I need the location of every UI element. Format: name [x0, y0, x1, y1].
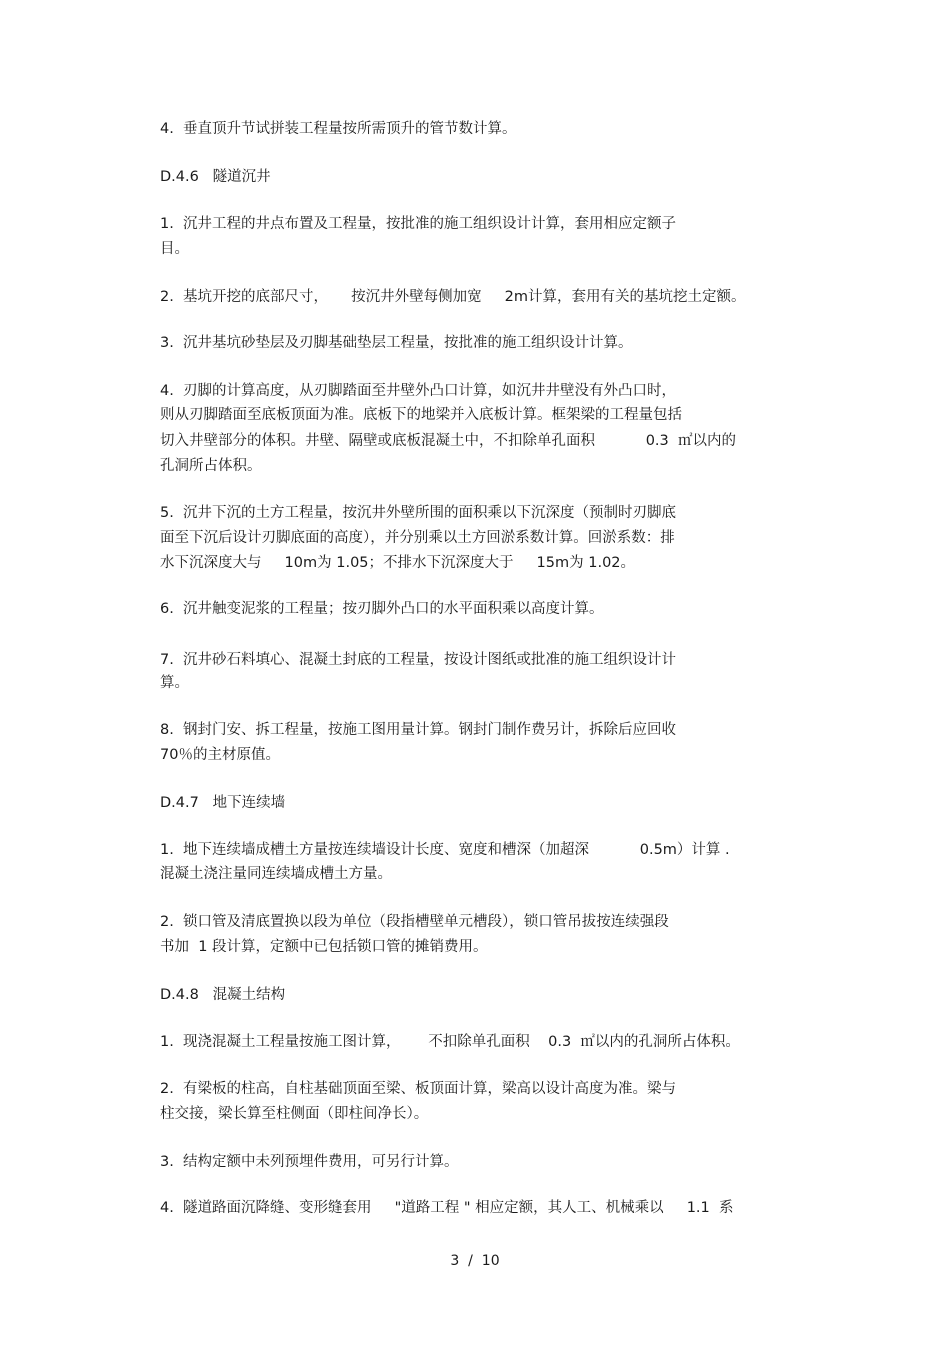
text-line: 2. 锁口管及清底置换以段为单位（段指槽壁单元槽段），锁口管吊拔按连续强段 — [160, 914, 669, 930]
text-line: 4. 刃脚的计算高度，从刃脚踏面至井壁外凸口计算，如沉井井壁没有外凸口时， — [160, 383, 677, 399]
text-line: 4. 隧道路面沉降缝、变形缝套用 "道路工程 " 相应定额，其人工、机械乘以 1.1 系 — [160, 1200, 734, 1216]
text-line: 孔洞所占体积。 — [160, 458, 262, 474]
section-heading: D.4.6 隧道沉井 — [160, 169, 271, 185]
text-line: 4. 垂直顶升节试拼装工程量按所需顶升的管节数计算。 — [160, 121, 517, 137]
text-line: 算。 — [160, 675, 189, 691]
text-line: 2. 基坑开挖的底部尺寸， 按沉井外壁每侧加宽 2m计算，套用有关的基坑挖土定额。 — [160, 289, 746, 305]
section-heading: D.4.8 混凝土结构 — [160, 987, 286, 1003]
text-line: 水下沉深度大与 10m为 1.05；不排水下沉深度大于 15m为 1.02。 — [160, 555, 636, 571]
text-line: 切入井壁部分的体积。井壁、隔壁或底板混凝土中，不扣除单孔面积 0.3 ㎡以内的 — [160, 433, 736, 449]
text-line: 1. 现浇混凝土工程量按施工图计算， 不扣除单孔面积 0.3 ㎡以内的孔洞所占体积。 — [160, 1034, 740, 1050]
text-line: 2. 有梁板的柱高，自柱基础顶面至梁、板顶面计算，梁高以设计高度为准。梁与 — [160, 1081, 677, 1097]
text-line: 柱交接，梁长算至柱侧面（即柱间净长）。 — [160, 1106, 429, 1122]
text-line: 1. 沉井工程的井点布置及工程量，按批准的施工组织设计计算，套用相应定额子 — [160, 216, 677, 232]
text-line: 则从刃脚踏面至底板顶面为准。底板下的地梁并入底板计算。框架梁的工程量包括 — [160, 407, 682, 423]
page-number: 3 / 10 — [450, 1253, 500, 1269]
text-line: 5. 沉井下沉的土方工程量，按沉井外壁所围的面积乘以下沉深度（预制时刃脚底 — [160, 505, 677, 521]
text-line: 1. 地下连续墙成槽土方量按连续墙设计长度、宽度和槽深（加超深 0.5m）计算 . — [160, 842, 730, 858]
text-line: 6. 沉井触变泥浆的工程量；按刃脚外凸口的水平面积乘以高度计算。 — [160, 601, 604, 617]
section-heading: D.4.7 地下连续墙 — [160, 795, 286, 811]
text-line: 8. 钢封门安、拆工程量，按施工图用量计算。钢封门制作费另计，拆除后应回收 — [160, 722, 677, 738]
text-line: 3. 沉井基坑砂垫层及刃脚基础垫层工程量，按批准的施工组织设计计算。 — [160, 335, 633, 351]
text-line: 7. 沉井砂石料填心、混凝土封底的工程量，按设计图纸或批准的施工组织设计计 — [160, 652, 677, 668]
text-line: 目。 — [160, 241, 189, 257]
text-line: 书加 1 段计算，定额中已包括锁口管的摊销费用。 — [160, 939, 488, 955]
text-line: 混凝土浇注量同连续墙成槽土方量。 — [160, 866, 392, 882]
text-line: 面至下沉后设计刃脚底面的高度），并分别乘以土方回淤系数计算。回淤系数：排 — [160, 530, 675, 546]
text-line: 3. 结构定额中未列预埋件费用，可另行计算。 — [160, 1154, 459, 1170]
text-line: 70％的主材原值。 — [160, 747, 280, 763]
